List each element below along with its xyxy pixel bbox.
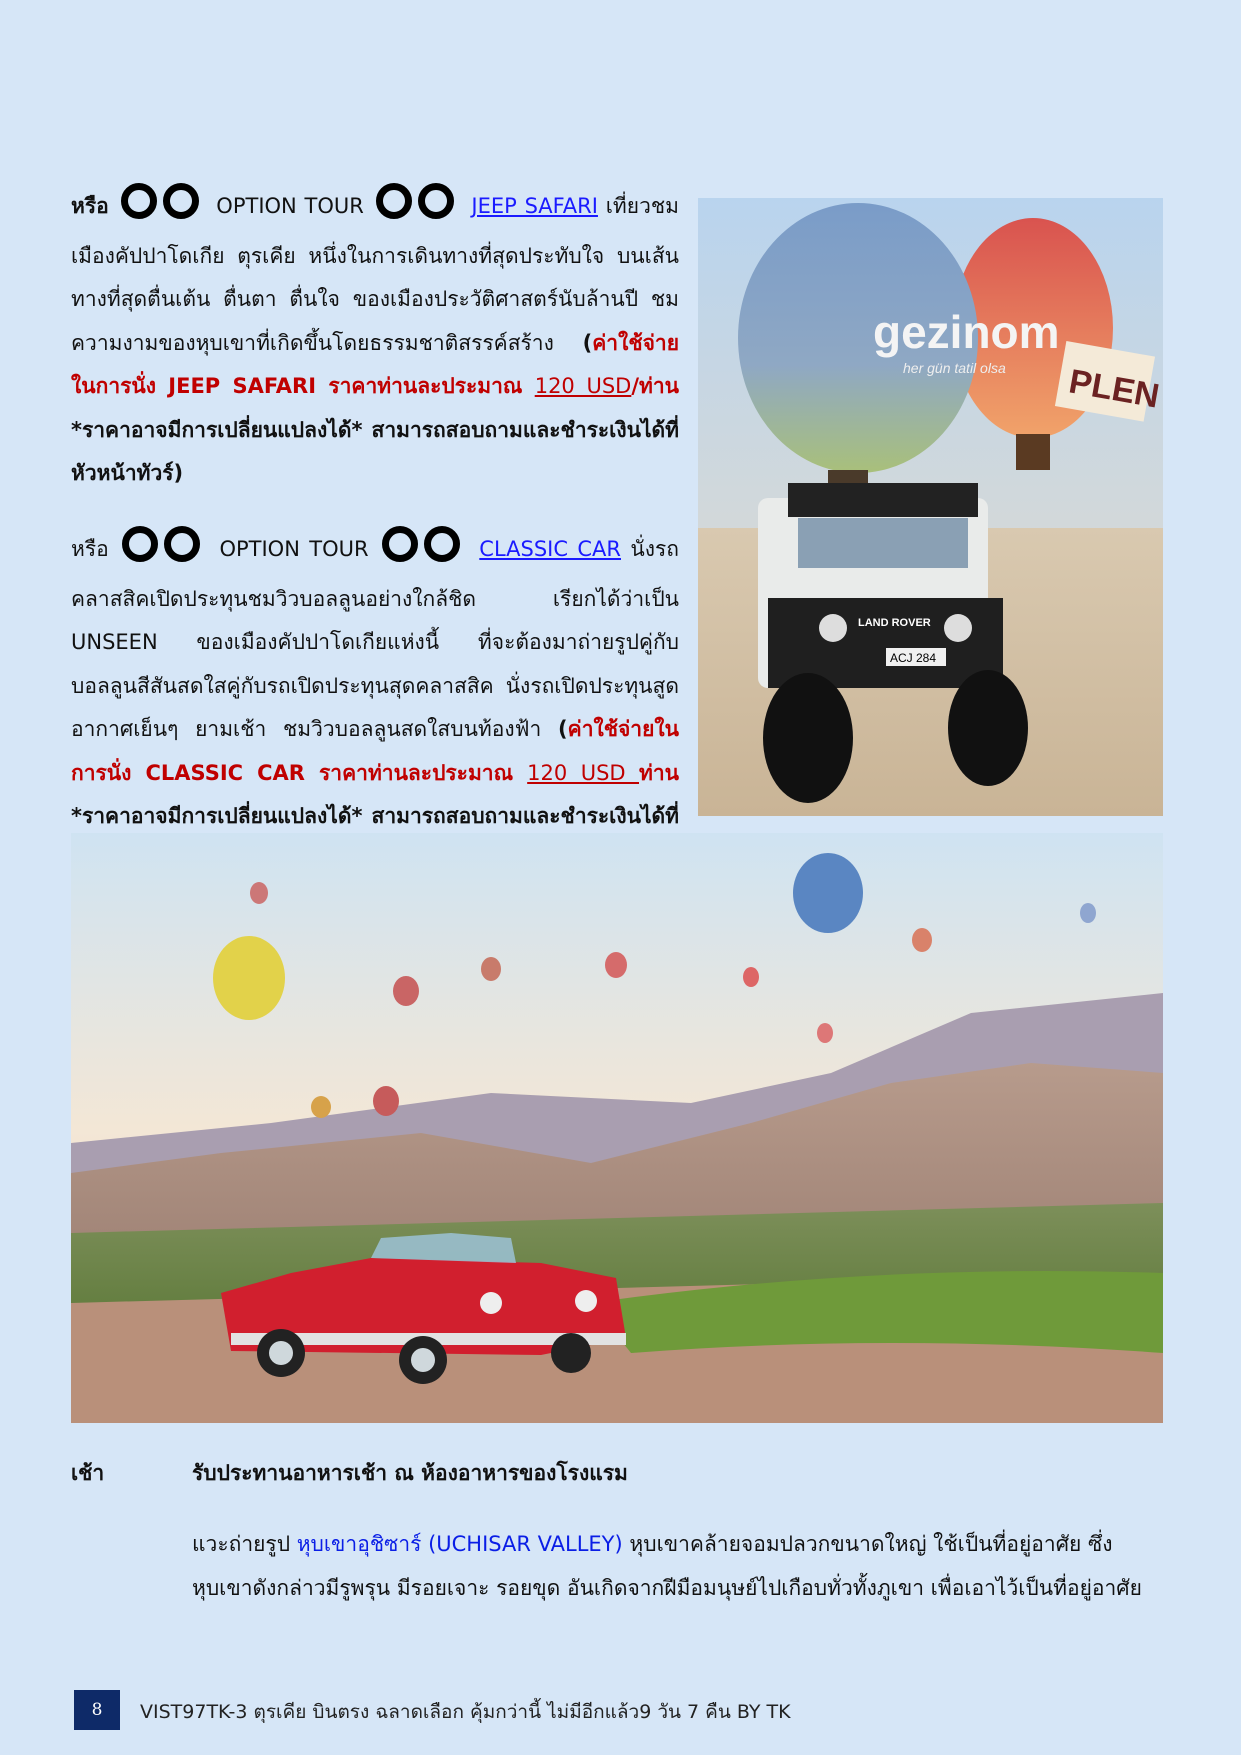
jeep-body: เที่ยวชมเมืองคัปปาโดเกีย ตุรเคีย หนึ่งในการเดินทางที่สุดประทับใจ บนเส้นทางที่สุดตื่นเต้น ตื่นตา ตื่นใจ ของเมืองประวัติศาสตร์นับล้านปี ชมความงามของหุบเขาที่เกิดขึ้นโดยธรรมชาติสรรค์สร้าง — [71, 194, 679, 355]
classic-car-link[interactable]: CLASSIC CAR — [479, 537, 621, 561]
desc-intro: แวะถ่ายรูป — [192, 1532, 297, 1556]
jeep-safari-link[interactable]: JEEP SAFARI — [471, 194, 598, 218]
classic-cost: ค่าใช้จ่ายในการนั่ง CLASSIC CAR ราคาท่านละประมาณ — [71, 717, 679, 785]
jeep-per: /ท่าน — [631, 374, 679, 398]
classic-car-landscape-photo — [71, 833, 1163, 1423]
classic-note: *ราคาอาจมีการเปลี่ยนแปลงได้* สามารถสอบถามและชำระเงินได้ที่ — [71, 804, 679, 828]
footer-text: VIST97TK-3 ตุรเคีย บินตรง ฉลาดเลือก คุ้มกว่านี้ ไม่มีอีกแล้ว9 วัน 7 คืน BY TK — [140, 1701, 791, 1723]
page-number: 8 — [74, 1690, 120, 1730]
jeep-price: 120 USD — [534, 374, 632, 398]
option-tour-label: OPTION TOUR — [219, 537, 369, 561]
or-label: หรือ — [71, 194, 109, 218]
ring-icons — [376, 183, 460, 235]
classic-open-paren: ( — [558, 717, 568, 741]
classic-car-paragraph — [71, 526, 679, 882]
jeep-note: *ราคาอาจมีการเปลี่ยนแปลงได้* สามารถสอบถามและชำระเงินได้ที่หัวหน้าทัวร์) — [71, 417, 679, 485]
classic-price: 120 USD — [527, 760, 640, 785]
schedule-time-label: เช้า — [71, 1461, 105, 1485]
jeep-balloon-photo — [698, 198, 1163, 816]
or-label: หรือ — [71, 537, 109, 561]
balloon-subtext: her gün tatil olsa — [903, 360, 1006, 376]
balloon-text: gezinom — [873, 306, 1060, 358]
classic-body: นั่งรถคลาสสิคเปิดประทุนชมวิวบอลลูนอย่างใกล้ชิด เรียกได้ว่าเป็น UNSEEN ของเมืองคัปปาโดเกียแห่งนี้ ที่จะต้องมาถ่ายรูปคู่กับบอลลูนสีสันสดใสคู่กับรถเปิดประทุนสุดคลาสสิค นั่งรถเปิดประทุนสูดอากาศเย็นๆ ยามเช้า ชมวิวบอลลูนสดใสบนท้องฟ้า — [71, 537, 679, 741]
classic-per: ท่าน — [639, 760, 680, 785]
jeep-open-paren: ( — [582, 330, 593, 355]
uchisar-valley-highlight: หุบเขาอุชิซาร์ (UCHISAR VALLEY) — [296, 1532, 623, 1556]
ring-icons — [122, 526, 206, 578]
option-tour-label: OPTION TOUR — [216, 194, 364, 218]
grille-text: LAND ROVER — [858, 617, 931, 629]
desc-body: หุบเขาคล้ายจอมปลวกขนาดใหญ่ ใช้เป็นที่อยู่อาศัย ซึ่งหุบเขาดังกล่าวมีรูพรุน มีรอยเจาะ รอยขุด อันเกิดจากฝีมือมนุษย์ไปเกือบทั่วทั้งภูเขา เพื่อเอาไว้เป็นที่อยู่อาศัย — [192, 1532, 1142, 1600]
jeep-safari-paragraph — [71, 183, 679, 496]
jeep-cost: ค่าใช้จ่ายในการนั่ง JEEP SAFARI ราคาท่านละประมาณ — [71, 330, 679, 398]
plate-text: ACJ 284 — [890, 651, 937, 665]
breakfast-text: รับประทานอาหารเช้า ณ ห้องอาหารของโรงแรม — [192, 1461, 628, 1485]
ring-icons — [121, 183, 205, 235]
balloon2-text: PLEN — [1066, 362, 1163, 416]
ring-icons — [382, 526, 466, 578]
uchisar-description — [192, 1522, 1167, 1610]
